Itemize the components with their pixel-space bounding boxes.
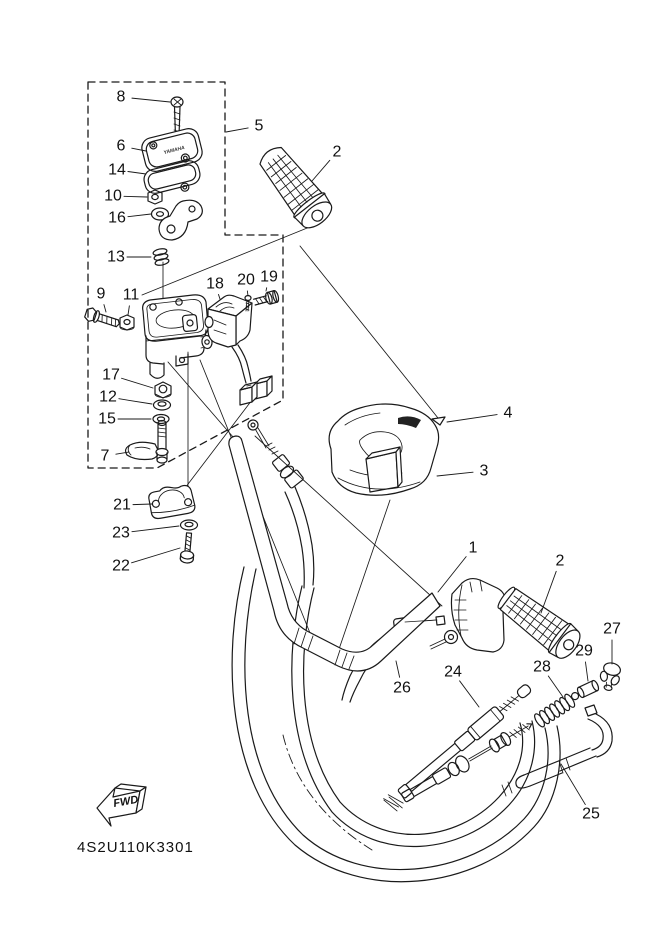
lever-7: [126, 421, 168, 464]
leader-line-12: [119, 399, 152, 404]
reservoir-cap: [140, 126, 205, 173]
leader-line-21: [133, 504, 152, 505]
leader-line-29: [585, 662, 588, 681]
part-label-24: 24: [444, 663, 462, 681]
holder-27: [596, 660, 624, 692]
leader-line-2: [312, 160, 330, 181]
leader-line-3: [437, 472, 473, 476]
leader-line-9: [104, 305, 106, 312]
clamp-21: [147, 483, 195, 520]
part-label-8: 8: [116, 88, 126, 106]
part-label-26: 26: [393, 679, 411, 697]
part-label-20: 20: [237, 271, 255, 289]
bolt-22: [180, 532, 196, 563]
handlebar-cover: [329, 404, 438, 495]
leader-line-19: [266, 288, 267, 291]
part-label-19: 19: [260, 268, 278, 286]
leader-line-28: [548, 676, 563, 697]
pin-29: [576, 680, 600, 699]
part-label-18: 18: [206, 275, 224, 293]
part-label-25: 25: [582, 805, 600, 823]
leader-line-14: [128, 172, 146, 174]
leader-line-8: [132, 98, 170, 102]
washer-15: [153, 415, 169, 424]
leader-line-25: [561, 764, 585, 805]
leader-line-11: [128, 306, 129, 315]
spring-13: [153, 248, 170, 267]
part-label-22: 22: [112, 557, 130, 575]
washer-23: [181, 520, 198, 530]
leader-line-10: [124, 196, 147, 197]
bolt-19: [253, 290, 280, 308]
leader-line-23: [132, 526, 179, 532]
part-label-9: 9: [96, 285, 106, 303]
switch-18: [205, 295, 272, 405]
leader-line-24: [460, 681, 479, 707]
fwd-label: FWD: [112, 793, 140, 810]
part-label-29: 29: [575, 642, 593, 660]
leader-line-16: [128, 214, 151, 217]
left-grip: [252, 140, 338, 234]
leader-line-2: [541, 571, 556, 613]
part-label-13: 13: [107, 248, 125, 266]
part-label-14: 14: [108, 161, 126, 179]
part-label-12: 12: [99, 388, 117, 406]
part-label-3: 3: [479, 462, 489, 480]
nut-11: [120, 315, 134, 330]
leader-line-20: [247, 291, 248, 296]
spring-28: [533, 689, 583, 729]
leader-line-22: [132, 548, 180, 563]
washer-12: [154, 400, 171, 410]
diagram-code: 4S2U110K3301: [77, 839, 194, 856]
bracket: [159, 200, 202, 240]
part-label-27: 27: [603, 620, 621, 638]
leader-line-5: [226, 128, 248, 132]
leader-line-4: [447, 415, 497, 422]
part-label-5: 5: [254, 117, 264, 135]
leader-line-26: [396, 661, 400, 677]
nut-10: [148, 190, 162, 204]
part-label-17: 17: [102, 366, 120, 384]
part-label-2: 2: [332, 143, 342, 161]
bolt-9: [84, 306, 122, 330]
part-label-2: 2: [555, 552, 565, 570]
part-label-4: 4: [503, 404, 513, 422]
nut-17: [155, 382, 171, 398]
part-label-1: 1: [468, 539, 478, 557]
leader-line-17: [122, 378, 153, 388]
leader-line-18: [218, 294, 220, 299]
cap-brand-text: YAMAHA: [162, 144, 186, 157]
part-label-28: 28: [533, 658, 551, 676]
part-label-6: 6: [116, 137, 126, 155]
part-label-7: 7: [100, 447, 110, 465]
part-label-16: 16: [108, 209, 126, 227]
part-label-23: 23: [112, 524, 130, 542]
part-label-11: 11: [122, 286, 140, 304]
fwd-arrow: [97, 784, 146, 826]
part-label-15: 15: [98, 410, 116, 428]
right-grip: [493, 581, 586, 663]
part-label-21: 21: [113, 496, 131, 514]
part-label-10: 10: [104, 187, 122, 205]
